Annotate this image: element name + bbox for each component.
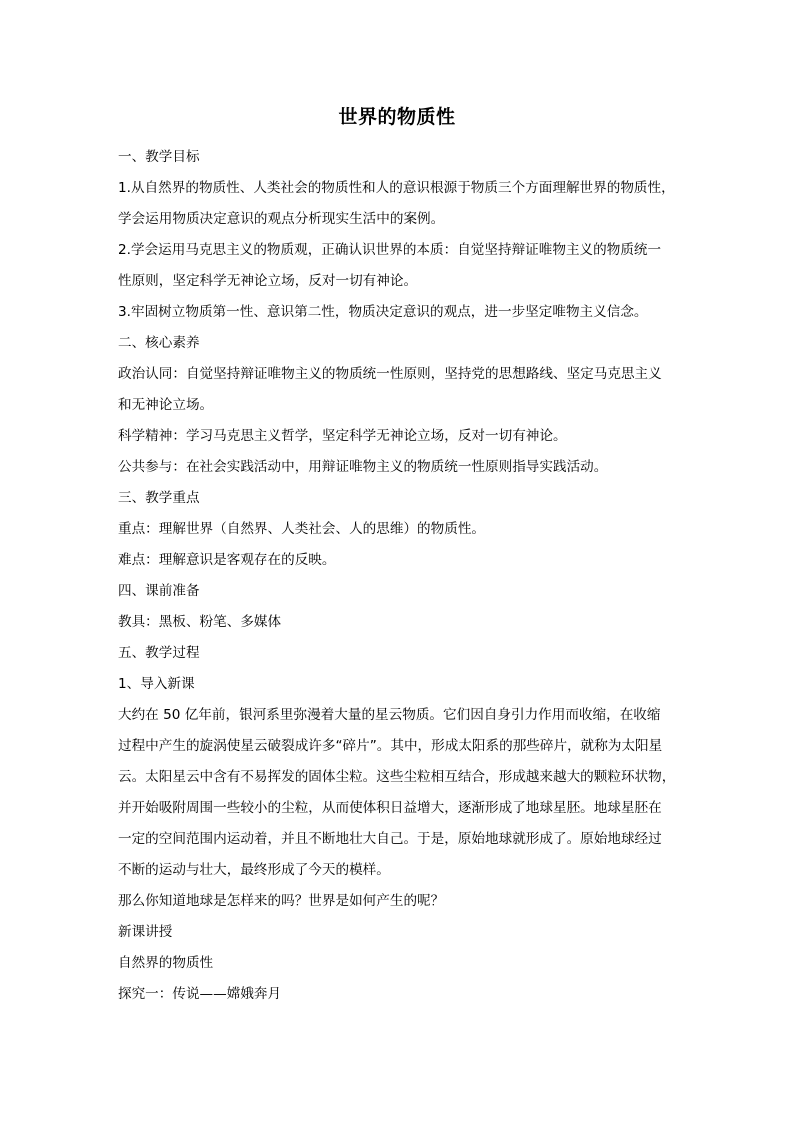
objective-1-line-1: 1.从自然界的物质性、人类社会的物质性和人的意识根源于物质三个方面理解世界的物质性， — [118, 180, 675, 196]
intro-paragraph-line-2: 过程中产生的旋涡使星云破裂成许多“碎片”。其中，形成太阳系的那些碎片，就称为太阳星 — [118, 738, 663, 754]
section-heading-preparation: 四、课前准备 — [118, 583, 200, 599]
exploration-one: 探究一：传说——嫦娥奔月 — [118, 986, 282, 1002]
intro-paragraph-line-1: 大约在 50 亿年前，银河系里弥漫着大量的星云物质。它们因自身引力作用而收缩，在收缩 — [118, 707, 661, 723]
political-identity-line-1: 政治认同：自觉坚持辩证唯物主义的物质统一性原则，坚持党的思想路线、坚定马克思主义 — [118, 366, 662, 382]
objective-3: 3.牢固树立物质第一性、意识第二性，物质决定意识的观点，进一步坚定唯物主义信念。 — [118, 304, 648, 320]
section-heading-core-literacy: 二、核心素养 — [118, 335, 200, 351]
subheading-nature-materiality: 自然界的物质性 — [118, 955, 214, 971]
intro-paragraph-line-5: 一定的空间范围内运动着，并且不断地壮大自己。于是，原始地球就形成了。原始地球经过 — [118, 831, 662, 847]
political-identity-line-2: 和无神论立场。 — [118, 397, 214, 413]
scientific-spirit: 科学精神：学习马克思主义哲学，坚定科学无神论立场，反对一切有神论。 — [118, 428, 567, 444]
key-point: 重点：理解世界（自然界、人类社会、人的思维）的物质性。 — [118, 521, 486, 537]
objective-1-line-2: 学会运用物质决定意识的观点分析现实生活中的案例。 — [118, 211, 445, 227]
subheading-introduction: 1、导入新课 — [118, 676, 195, 692]
intro-question: 那么你知道地球是怎样来的吗？世界是如何产生的呢？ — [118, 893, 445, 909]
section-heading-objectives: 一、教学目标 — [118, 149, 200, 165]
document-title: 世界的物质性 — [338, 106, 456, 128]
intro-paragraph-line-4: 并开始吸附周围一些较小的尘粒，从而使体积日益增大，逐渐形成了地球星胚。地球星胚在 — [118, 800, 662, 816]
intro-paragraph-line-6: 不断的运动与壮大，最终形成了今天的模样。 — [118, 862, 390, 878]
difficult-point: 难点：理解意识是客观存在的反映。 — [118, 552, 336, 568]
subheading-new-lesson: 新课讲授 — [118, 924, 173, 940]
section-heading-process: 五、教学过程 — [118, 645, 200, 661]
public-participation: 公共参与：在社会实践活动中，用辩证唯物主义的物质统一性原则指导实践活动。 — [118, 459, 608, 475]
objective-2-line-2: 性原则，坚定科学无神论立场，反对一切有神论。 — [118, 273, 418, 289]
teaching-aids: 教具：黑板、粉笔、多媒体 — [118, 614, 282, 630]
document-body — [118, 142, 678, 1010]
objective-2-line-1: 2.学会运用马克思主义的物质观，正确认识世界的本质：自觉坚持辩证唯物主义的物质统一 — [118, 242, 662, 258]
intro-paragraph-line-3: 云。太阳星云中含有不易挥发的固体尘粒。这些尘粒相互结合，形成越来越大的颗粒环状物， — [118, 769, 676, 785]
section-heading-key-points: 三、教学重点 — [118, 490, 200, 506]
